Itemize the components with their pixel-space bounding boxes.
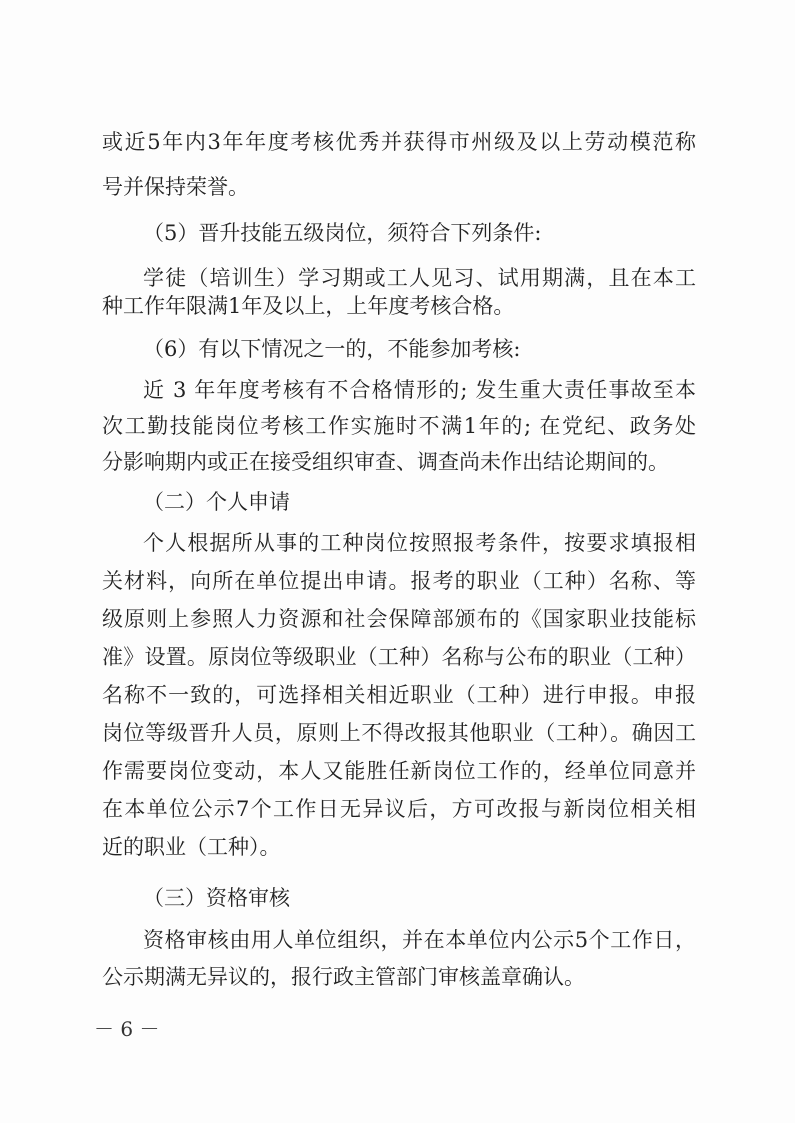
section-heading-6: （6）有以下情况之一的，不能参加考核:	[143, 337, 521, 361]
text-line-14: 准》设置。原岗位等级职业（工种）名称与公布的职业（工种）	[102, 645, 696, 669]
text-line-18: 在本单位公示7个工作日无异议后，方可改报与新岗位相关相	[102, 797, 696, 821]
text-line-21: 资格审核由用人单位组织，并在本单位内公示5个工作日，	[143, 928, 696, 952]
text-line-2: 号并保持荣誉。	[102, 175, 249, 199]
section-heading-personal-application: （二）个人申请	[143, 490, 290, 514]
text-line-22: 公示期满无异议的，报行政主管部门审核盖章确认。	[102, 965, 585, 989]
section-heading-5: （5）晋升技能五级岗位，须符合下列条件:	[143, 221, 542, 245]
text-line-19: 近的职业（工种）。	[102, 835, 281, 859]
text-line-1: 或近5年内3年年度考核优秀并获得市州级及以上劳动模范称	[102, 130, 696, 154]
text-line-7: 近 3 年年度考核有不合格情形的; 发生重大责任事故至本	[143, 378, 696, 402]
text-line-5: 种工作年限满1年及以上，上年度考核合格。	[102, 294, 515, 318]
section-heading-qualification-review: （三）资格审核	[143, 886, 290, 910]
text-line-8: 次工勤技能岗位考核工作实施时不满1年的; 在党纪、政务处	[102, 414, 696, 438]
text-line-15: 名称不一致的，可选择相关相近职业（工种）进行申报。申报	[102, 683, 696, 707]
text-line-12: 关材料，向所在单位提出申请。报考的职业（工种）名称、等	[102, 569, 696, 593]
text-line-17: 作需要岗位变动，本人又能胜任新岗位工作的，经单位同意并	[102, 759, 696, 783]
text-line-13: 级原则上参照人力资源和社会保障部颁布的《国家职业技能标	[102, 607, 696, 631]
text-line-16: 岗位等级晋升人员，原则上不得改报其他职业（工种）。确因工	[102, 721, 696, 745]
text-line-4: 学徒（培训生）学习期或工人见习、试用期满，且在本工	[143, 266, 696, 290]
text-line-9: 分影响期内或正在接受组织审查、调查尚未作出结论期间的。	[102, 450, 669, 474]
page-number: － 6 －	[94, 1017, 160, 1041]
text-line-11: 个人根据所从事的工种岗位按照报考条件，按要求填报相	[143, 531, 696, 555]
